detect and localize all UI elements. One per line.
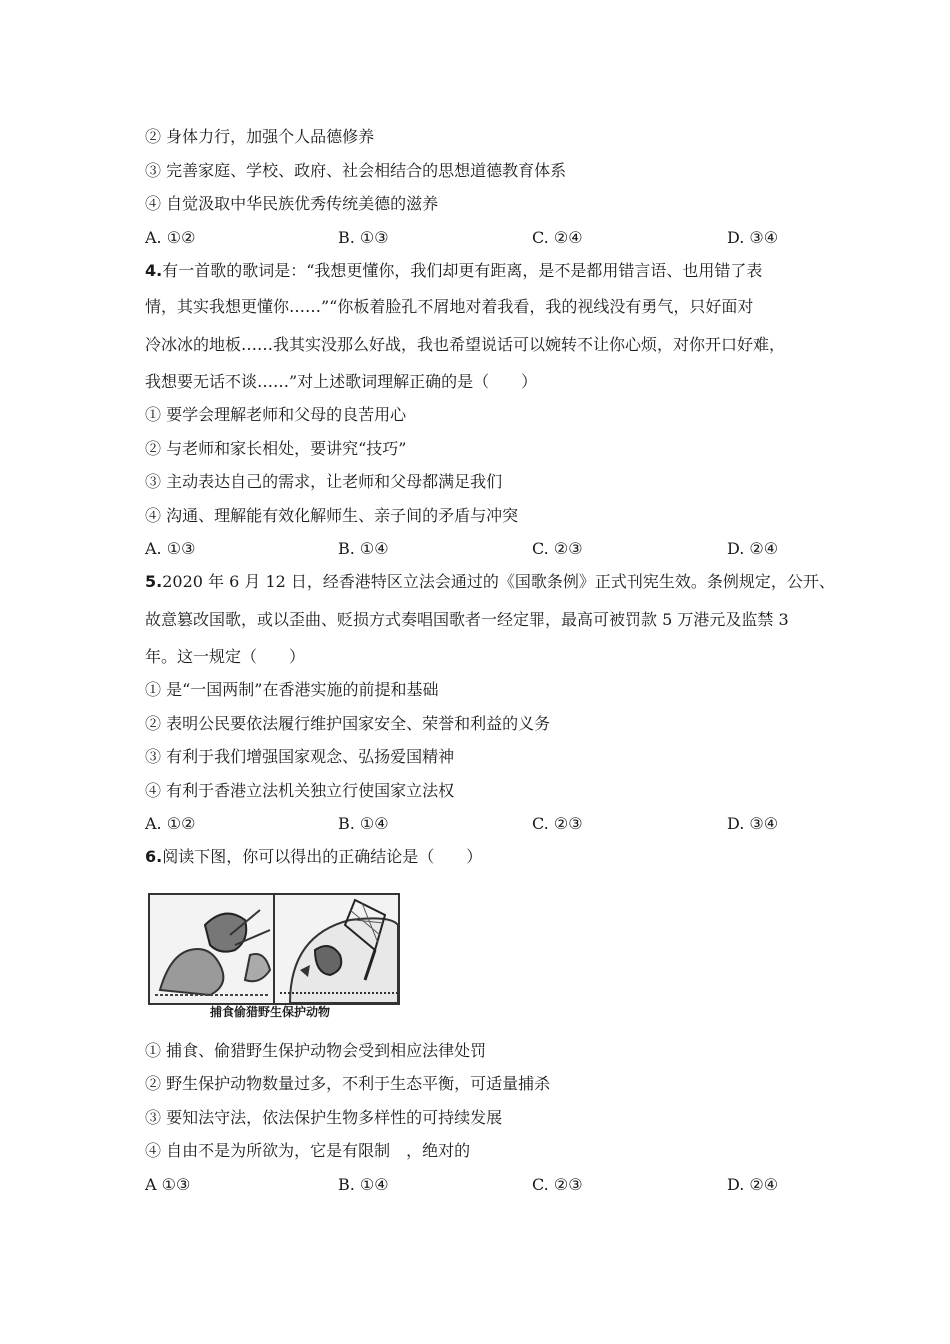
q4-item-2: ② 与老师和家长相处，要讲究“技巧” [145,439,407,458]
q4-stem-line-4: 我想要无话不谈……”对上述歌词理解正确的是（ ） [145,372,538,391]
q5-item-1: ① 是“一国两制”在香港实施的前提和基础 [145,680,439,699]
q6-item-3: ③ 要知法守法，依法保护生物多样性的可持续发展 [145,1108,503,1127]
q4-stem-text-1: 有一首歌的歌词是：“我想更懂你，我们却更有距离，是不是都用错言语、也用错了表 [162,261,763,280]
q3-item-4: ④ 自觉汲取中华民族优秀传统美德的滋养 [145,194,439,213]
q3-option-b: B. ①③ [338,228,389,247]
q6-number: 6. [145,847,163,866]
q6-stem-line [145,847,482,867]
poaching-cartoon-drawing [150,895,398,1003]
q4-option-c: C. ②③ [532,539,583,558]
q5-option-b: B. ①④ [338,814,389,833]
q3-option-d: D. ③④ [727,228,779,247]
q5-item-4: ④ 有利于香港立法机关独立行使国家立法权 [145,781,455,800]
poaching-cartoon-figure [148,893,400,1005]
q4-option-d: D. ②④ [727,539,779,558]
q4-number: 4. [145,261,163,280]
q5-option-c: C. ②③ [532,814,583,833]
figure-caption: 捕食偷猎野生保护动物 [210,1005,331,1019]
q6-stem-text: 阅读下图，你可以得出的正确结论是（ ） [162,847,483,866]
q4-option-b: B. ①④ [338,539,389,558]
q5-stem-text-1: 2020 年 6 月 12 日，经香港特区立法会通过的《国歌条例》正式刊宪生效。条例规定，公开、 [162,572,835,591]
q6-option-a: A ①③ [145,1175,191,1194]
q4-item-1: ① 要学会理解老师和父母的良苦用心 [145,405,407,424]
q4-item-4: ④ 沟通、理解能有效化解师生、亲子间的矛盾与冲突 [145,506,519,525]
q4-option-a: A. ①③ [145,539,196,558]
q4-stem-line-2: 情，其实我想更懂你……”“你板着脸孔不屑地对着我看，我的视线没有勇气，只好面对 [145,297,754,316]
q6-option-c: C. ②③ [532,1175,583,1194]
q6-option-d: D. ②④ [727,1175,779,1194]
q4-item-3: ③ 主动表达自己的需求，让老师和父母都满足我们 [145,472,503,491]
q5-number: 5. [145,572,163,591]
q6-item-2: ② 野生保护动物数量过多，不利于生态平衡，可适量捕杀 [145,1074,551,1093]
q5-item-2: ② 表明公民要依法履行维护国家安全、荣誉和利益的义务 [145,714,551,733]
q3-item-2: ② 身体力行，加强个人品德修养 [145,127,375,146]
q6-option-b: B. ①④ [338,1175,389,1194]
q5-stem-line-3: 年。这一规定（ ） [145,647,306,666]
q3-option-a: A. ①② [145,228,196,247]
q3-item-3: ③ 完善家庭、学校、政府、社会相结合的思想道德教育体系 [145,161,567,180]
q5-option-a: A. ①② [145,814,196,833]
q5-item-3: ③ 有利于我们增强国家观念、弘扬爱国精神 [145,747,455,766]
q6-item-1: ① 捕食、偷猎野生保护动物会受到相应法律处罚 [145,1041,487,1060]
q6-item-4: ④ 自由不是为所欲为，它是有限制 ，绝对的 [145,1141,471,1160]
q5-stem-line-2: 故意篡改国歌，或以歪曲、贬损方式奏唱国歌者一经定罪，最高可被罚款 5 万港元及监禁 3 [145,610,789,629]
q3-option-c: C. ②④ [532,228,583,247]
q4-stem-line-3: 冷冰冰的地板……我其实没那么好战，我也希望说话可以婉转不让你心烦，对你开口好难， [145,335,786,354]
q4-stem-line-1 [145,261,762,281]
q5-option-d: D. ③④ [727,814,779,833]
q5-stem-line-1 [145,572,835,592]
